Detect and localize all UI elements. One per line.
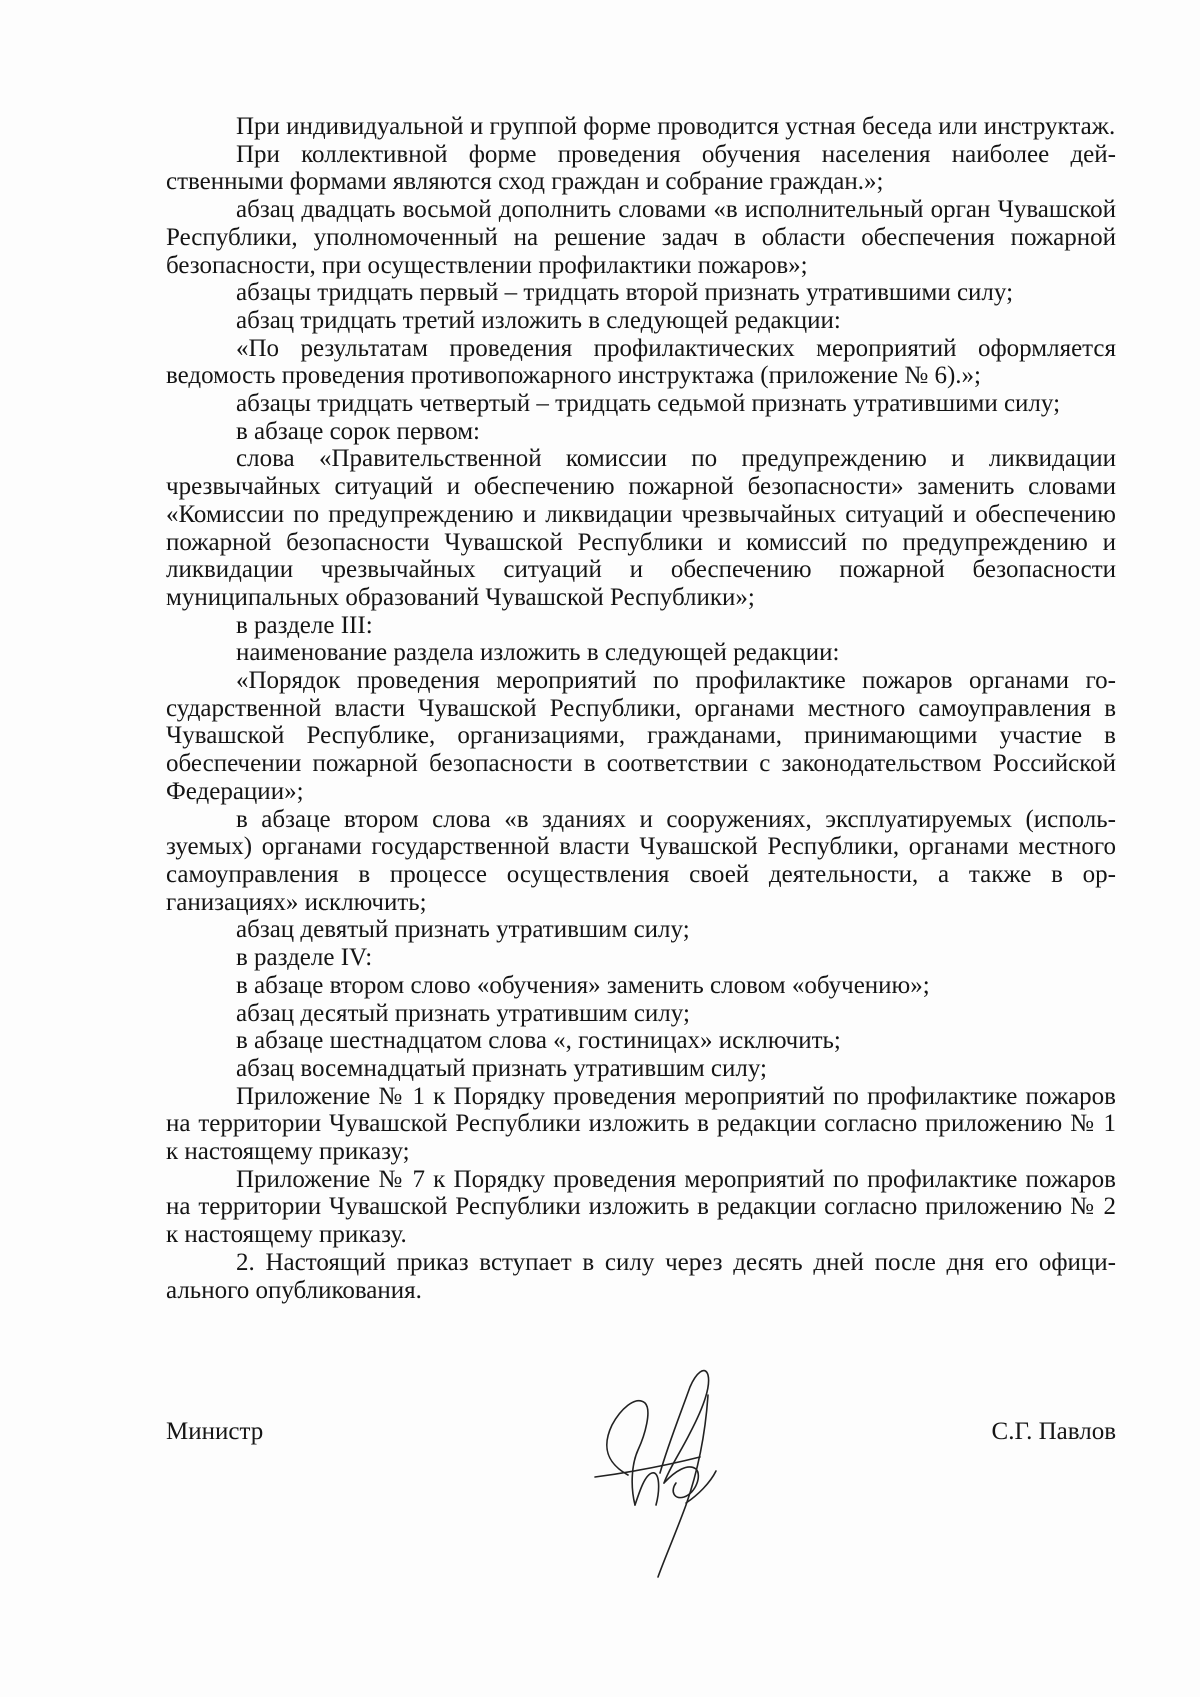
paragraph: абзац девятый признать утратившим силу; — [236, 916, 690, 944]
paragraph: наименование раздела изложить в следующей редакции: — [236, 639, 840, 667]
paragraph: абзац тридцать третий изложить в следующей редакции: — [236, 306, 841, 334]
paragraph: абзац двадцать восьмой дополнить словами «в исполнительный орган Чувашской Республики, уполномоченный на решение задач в области обеспечения пожарной безопасности, при осуществлении профилактики пожаров»; — [166, 196, 1116, 279]
paragraph: Приложение № 1 к Порядку проведения мероприятий по профилактике пожаров на территории Чувашской Республики изложить в редакции согласно приложению № 1 к настоящему приказу; — [166, 1082, 1116, 1166]
paragraph: в абзаце шестнадцатом слова «, гостиницах» исключить; — [236, 1027, 841, 1055]
paragraph: абзацы тридцать первый – тридцать второй признать утратившими силу; — [236, 279, 1014, 307]
signatory-title: Министр — [166, 1418, 264, 1445]
paragraph: в абзаце втором слово «обучения» заменить словом «обучению»; — [236, 971, 930, 999]
handwritten-signature — [590, 1355, 750, 1585]
signatory-name: С.Г. Павлов — [991, 1418, 1116, 1445]
paragraph: При коллективной форме проведения обучения населения наиболее действенными формами являются сход граждан и собрание граждан.»; — [166, 140, 1116, 196]
paragraph: Приложение № 7 к Порядку проведения мероприятий по профилактике пожаров на территории Чувашской Республики изложить в редакции согласно приложению № 2 к настоящему приказу. — [166, 1165, 1116, 1249]
paragraph: в разделе III: — [236, 611, 373, 639]
paragraph: в абзаце втором слова «в зданиях и сооружениях, эксплуатируемых (используемых) органами государственной власти Чувашской Республики, органами местного самоуправления в процессе осуществления своей деятельности, а также в организациях» исключить; — [166, 805, 1116, 916]
paragraph: слова «Правительственной комиссии по предупреждению и ликвидации чрезвычайных ситуаций и обеспечению пожарной безопасности» заменить словами «Комиссии по предупреждению и ликвидации чрезвычайных ситуаций и обеспечению пожарной безопасности Чувашской Республики и комиссий по предупреждению и ликвидации чрезвычайных ситуаций и обеспечению пожарной безопасности муниципальных образований Чувашской Республики»; — [166, 445, 1116, 611]
paragraph: 2. Настоящий приказ вступает в силу через десять дней после дня его официального опубликования. — [166, 1248, 1116, 1304]
paragraph: абзац десятый признать утратившим силу; — [236, 999, 690, 1027]
paragraph: в абзаце сорок первом: — [236, 417, 480, 445]
paragraph: абзацы тридцать четвертый – тридцать седьмой признать утратившими силу; — [236, 390, 1061, 418]
paragraph: При индивидуальной и группой форме проводится устная беседа или инструктаж. — [236, 113, 1116, 140]
paragraph: абзац восемнадцатый признать утратившим силу; — [236, 1054, 767, 1082]
paragraph: «По результатам проведения профилактических мероприятий оформляется ведомость проведения противопожарного инструктажа (приложение № 6).»; — [166, 334, 1116, 390]
paragraph: «Порядок проведения мероприятий по профилактике пожаров органами государственной власти Чувашской Республики, органами местного самоуправления в Чувашской Республике, организациями, гражданами, принимающими участие в обеспечении пожарной безопасности в соответствии с законодательством Российской Федерации»; — [166, 667, 1116, 805]
paragraph: в разделе IV: — [236, 944, 373, 972]
document-body — [166, 113, 1116, 1304]
